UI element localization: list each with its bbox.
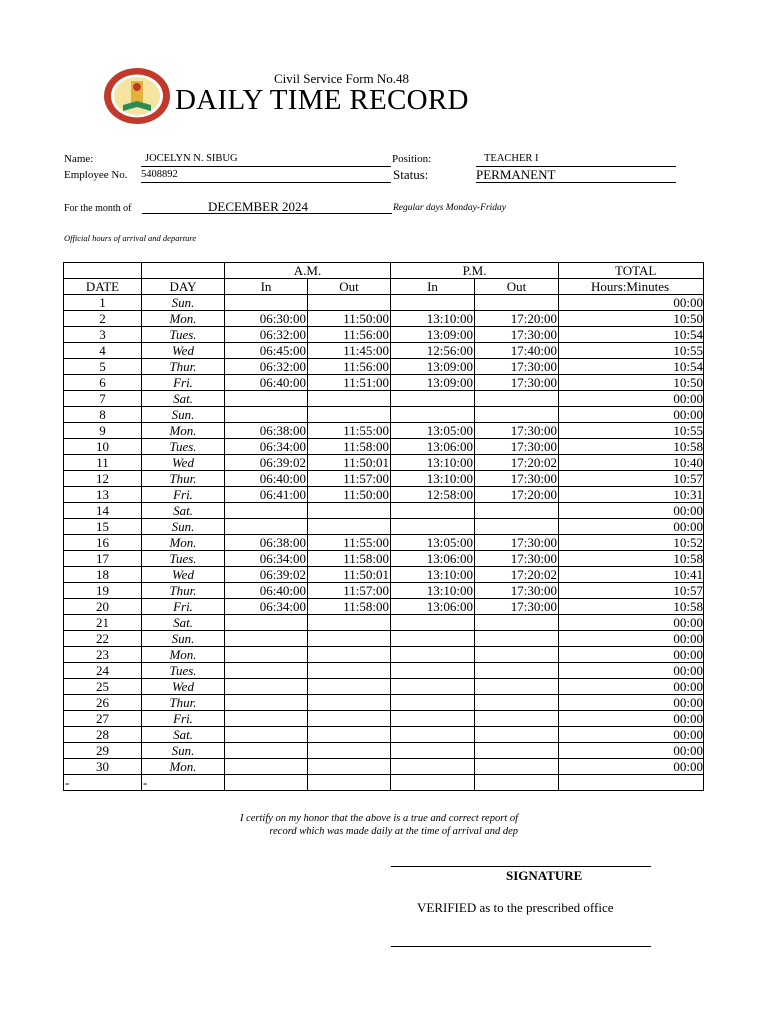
cell-pm-out: 17:30:00 — [475, 471, 559, 487]
month-label: For the month of — [64, 203, 132, 214]
cell-pm-out — [475, 711, 559, 727]
cell-date: 18 — [64, 567, 142, 583]
cell-day: Mon. — [142, 423, 225, 439]
cell-am-out: 11:55:00 — [308, 535, 391, 551]
cell-day: Sun. — [142, 407, 225, 423]
table-row — [64, 599, 704, 615]
cell-pm-out — [475, 615, 559, 631]
cell-pm-out — [475, 759, 559, 775]
cell-day: Thur. — [142, 695, 225, 711]
cell-date: 11 — [64, 455, 142, 471]
table-row — [64, 711, 704, 727]
cell-date: 25 — [64, 679, 142, 695]
cell-total: 10:55 — [559, 343, 704, 359]
cell-am-out — [308, 631, 391, 647]
regular-days-note: Regular days Monday-Friday — [393, 203, 506, 213]
cell-am-out — [308, 407, 391, 423]
cell-total: 10:58 — [559, 439, 704, 455]
cell-total: 10:50 — [559, 375, 704, 391]
form-number: Civil Service Form No.48 — [274, 71, 410, 86]
cell-pm-in: 13:09:00 — [391, 359, 475, 375]
cell-am-in: 06:34:00 — [225, 439, 308, 455]
cell-pm-in — [391, 647, 475, 663]
cell-pm-out: 17:20:00 — [475, 487, 559, 503]
cell-total: 00:00 — [559, 391, 704, 407]
cell-date: 21 — [64, 615, 142, 631]
table-column-header-row — [64, 279, 704, 295]
status-underline — [476, 182, 676, 183]
cell-pm-in — [391, 295, 475, 311]
verified-text: VERIFIED as to the prescribed office — [417, 900, 614, 915]
official-hours-note: Official hours of arrival and departure — [64, 233, 197, 243]
cell-am-in: 06:30:00 — [225, 311, 308, 327]
cell-day: Sun. — [142, 295, 225, 311]
cell-date: 30 — [64, 759, 142, 775]
table-row — [64, 359, 704, 375]
cell-am-out: 11:58:00 — [308, 439, 391, 455]
cell-am-in — [225, 519, 308, 535]
cell-pm-in: 13:05:00 — [391, 535, 475, 551]
cell-am-in — [225, 727, 308, 743]
cell-am-in: 06:38:00 — [225, 423, 308, 439]
cell-pm-in: 13:10:00 — [391, 567, 475, 583]
cell-am-in — [225, 775, 308, 791]
cell-pm-out: 17:30:00 — [475, 439, 559, 455]
cell-am-out — [308, 519, 391, 535]
cell-am-in — [225, 615, 308, 631]
cell-total: 00:00 — [559, 727, 704, 743]
header-am-out: Out — [308, 279, 391, 295]
cell-day: Sun. — [142, 743, 225, 759]
cell-total: 10:41 — [559, 567, 704, 583]
cell-day: Thur. — [142, 359, 225, 375]
table-row — [64, 311, 704, 327]
cell-pm-in: 13:10:00 — [391, 311, 475, 327]
cell-pm-in: 13:06:00 — [391, 439, 475, 455]
table-row — [64, 343, 704, 359]
header-blank — [142, 263, 225, 279]
cell-am-in — [225, 391, 308, 407]
cell-total: 00:00 — [559, 679, 704, 695]
cell-day: Tues. — [142, 551, 225, 567]
cell-am-out: 11:56:00 — [308, 359, 391, 375]
cell-day: Mon. — [142, 535, 225, 551]
school-seal-logo — [103, 67, 171, 125]
cell-pm-out: 17:30:00 — [475, 583, 559, 599]
table-row — [64, 615, 704, 631]
cell-pm-in: 13:05:00 — [391, 423, 475, 439]
cell-day: Sun. — [142, 519, 225, 535]
cell-day: Tues. — [142, 439, 225, 455]
cell-pm-in — [391, 407, 475, 423]
table-row — [64, 487, 704, 503]
cell-am-in: 06:40:00 — [225, 471, 308, 487]
table-row — [64, 423, 704, 439]
header-total: TOTAL — [559, 263, 704, 279]
cell-am-in — [225, 647, 308, 663]
time-record-table — [63, 262, 704, 791]
cell-date: 15 — [64, 519, 142, 535]
cell-pm-in — [391, 775, 475, 791]
cell-pm-out: 17:20:02 — [475, 567, 559, 583]
cell-date: 23 — [64, 647, 142, 663]
name-underline — [141, 166, 391, 167]
cell-pm-in: 13:06:00 — [391, 551, 475, 567]
cell-pm-in: 13:09:00 — [391, 375, 475, 391]
cell-am-out — [308, 775, 391, 791]
cell-total — [559, 775, 704, 791]
cell-day: Sat. — [142, 727, 225, 743]
cell-pm-in — [391, 679, 475, 695]
table-row — [64, 743, 704, 759]
cell-total: 00:00 — [559, 295, 704, 311]
cell-pm-in: 13:10:00 — [391, 455, 475, 471]
signature-line — [391, 866, 651, 867]
cell-pm-in — [391, 663, 475, 679]
cell-total: 10:55 — [559, 423, 704, 439]
cell-pm-out: 17:30:00 — [475, 423, 559, 439]
cell-pm-in: 13:09:00 — [391, 327, 475, 343]
cell-pm-out — [475, 679, 559, 695]
cell-day: Sat. — [142, 391, 225, 407]
cell-am-in: 06:40:00 — [225, 583, 308, 599]
cell-date: 19 — [64, 583, 142, 599]
table-row — [64, 583, 704, 599]
cell-total: 10:52 — [559, 535, 704, 551]
cell-pm-in — [391, 631, 475, 647]
cell-am-out — [308, 759, 391, 775]
cell-day: Wed — [142, 343, 225, 359]
cell-total: 10:31 — [559, 487, 704, 503]
cell-total: 00:00 — [559, 407, 704, 423]
cell-pm-out — [475, 743, 559, 759]
cell-day: Sat. — [142, 503, 225, 519]
cell-pm-out — [475, 519, 559, 535]
cell-am-in: 06:32:00 — [225, 327, 308, 343]
cell-am-out: 11:51:00 — [308, 375, 391, 391]
table-row — [64, 679, 704, 695]
cell-total: 00:00 — [559, 503, 704, 519]
cell-am-out: 11:55:00 — [308, 423, 391, 439]
cell-am-in — [225, 663, 308, 679]
cell-am-in: 06:39:02 — [225, 455, 308, 471]
status-value: PERMANENT — [476, 167, 556, 182]
header-blank — [64, 263, 142, 279]
cell-pm-out: 17:40:00 — [475, 343, 559, 359]
cell-pm-in — [391, 503, 475, 519]
cell-am-in: 06:40:00 — [225, 375, 308, 391]
table-row — [64, 663, 704, 679]
cell-pm-out — [475, 295, 559, 311]
cell-date: 17 — [64, 551, 142, 567]
table-row — [64, 327, 704, 343]
cell-total: 00:00 — [559, 519, 704, 535]
cell-day: Wed — [142, 679, 225, 695]
cell-pm-out — [475, 695, 559, 711]
table-row — [64, 727, 704, 743]
cell-total: 00:00 — [559, 711, 704, 727]
cell-am-out: 11:56:00 — [308, 327, 391, 343]
header-pm: P.M. — [391, 263, 559, 279]
cell-am-in — [225, 295, 308, 311]
cell-am-out: 11:57:00 — [308, 583, 391, 599]
cell-total: 10:40 — [559, 455, 704, 471]
table-row — [64, 295, 704, 311]
cell-pm-out: 17:20:00 — [475, 311, 559, 327]
cell-pm-in — [391, 615, 475, 631]
table-row — [64, 439, 704, 455]
cell-total: 00:00 — [559, 695, 704, 711]
cell-date: 3 — [64, 327, 142, 343]
cell-am-in — [225, 679, 308, 695]
position-label: Position: — [392, 153, 432, 165]
cell-pm-out — [475, 663, 559, 679]
cell-day: Mon. — [142, 311, 225, 327]
cell-pm-in — [391, 711, 475, 727]
table-row — [64, 759, 704, 775]
header-day: DAY — [142, 279, 225, 295]
cell-am-in — [225, 743, 308, 759]
certification-line-1: I certify on my honor that the above is a true and correct report of — [239, 813, 518, 824]
table-row — [64, 391, 704, 407]
cell-am-in: 06:38:00 — [225, 535, 308, 551]
name-value: JOCELYN N. SIBUG — [145, 153, 238, 164]
cell-total: 00:00 — [559, 743, 704, 759]
cell-pm-in — [391, 759, 475, 775]
cell-date: 16 — [64, 535, 142, 551]
cell-pm-in: 13:10:00 — [391, 583, 475, 599]
cell-pm-out: 17:30:00 — [475, 599, 559, 615]
cell-am-out: 11:58:00 — [308, 551, 391, 567]
cell-date: 27 — [64, 711, 142, 727]
table-row — [64, 647, 704, 663]
cell-am-in: 06:34:00 — [225, 551, 308, 567]
cell-day: Mon. — [142, 759, 225, 775]
cell-am-in — [225, 711, 308, 727]
month-underline — [142, 213, 392, 214]
cell-am-out: 11:50:00 — [308, 487, 391, 503]
status-label: Status: — [393, 167, 429, 182]
cell-date: 29 — [64, 743, 142, 759]
table-row — [64, 631, 704, 647]
cell-total: 10:54 — [559, 327, 704, 343]
cell-am-out — [308, 679, 391, 695]
cell-am-in: 06:39:02 — [225, 567, 308, 583]
cell-pm-out: 17:30:00 — [475, 375, 559, 391]
cell-day: Fri. — [142, 375, 225, 391]
certification-line-2: record which was made daily at the time of arrival and dep — [269, 826, 518, 837]
cell-day: Fri. — [142, 487, 225, 503]
cell-pm-out — [475, 391, 559, 407]
cell-day: Fri. — [142, 711, 225, 727]
cell-date: 24 — [64, 663, 142, 679]
employee-no-label: Employee No. — [64, 169, 128, 181]
table-row — [64, 535, 704, 551]
cell-date: 7 — [64, 391, 142, 407]
cell-day: Fri. — [142, 599, 225, 615]
cell-day: Sun. — [142, 631, 225, 647]
cell-pm-in: 13:10:00 — [391, 471, 475, 487]
cell-pm-out — [475, 407, 559, 423]
employee-no-value: 5408892 — [141, 169, 178, 180]
cell-date: 12 — [64, 471, 142, 487]
table-row — [64, 775, 704, 791]
cell-pm-out — [475, 775, 559, 791]
cell-total: 00:00 — [559, 759, 704, 775]
cell-pm-out: 17:20:02 — [475, 455, 559, 471]
verifier-signature-line — [391, 946, 651, 947]
cell-date: 1 — [64, 295, 142, 311]
cell-am-out — [308, 695, 391, 711]
cell-pm-in — [391, 391, 475, 407]
cell-am-out: 11:50:01 — [308, 455, 391, 471]
cell-am-out — [308, 743, 391, 759]
cell-date: 22 — [64, 631, 142, 647]
cell-am-in — [225, 407, 308, 423]
cell-day: Sat. — [142, 615, 225, 631]
cell-am-out — [308, 711, 391, 727]
name-label: Name: — [64, 153, 94, 165]
table-group-header-row — [64, 263, 704, 279]
cell-pm-out: 17:30:00 — [475, 327, 559, 343]
cell-pm-out — [475, 631, 559, 647]
position-value: TEACHER I — [484, 153, 539, 164]
cell-day: Thur. — [142, 583, 225, 599]
cell-day: - — [142, 775, 225, 791]
cell-total: 10:50 — [559, 311, 704, 327]
cell-am-out: 11:57:00 — [308, 471, 391, 487]
cell-day: Tues. — [142, 327, 225, 343]
cell-am-out — [308, 615, 391, 631]
table-row — [64, 407, 704, 423]
cell-am-out: 11:50:00 — [308, 311, 391, 327]
cell-date: 9 — [64, 423, 142, 439]
cell-am-out: 11:58:00 — [308, 599, 391, 615]
header-hours-minutes: Hours:Minutes — [559, 279, 704, 295]
cell-am-in — [225, 695, 308, 711]
cell-total: 10:57 — [559, 471, 704, 487]
header-am: A.M. — [225, 263, 391, 279]
cell-total: 00:00 — [559, 631, 704, 647]
cell-pm-out: 17:30:00 — [475, 535, 559, 551]
cell-day: Wed — [142, 455, 225, 471]
cell-date: 26 — [64, 695, 142, 711]
header-pm-out: Out — [475, 279, 559, 295]
cell-date: 4 — [64, 343, 142, 359]
cell-am-out: 11:45:00 — [308, 343, 391, 359]
cell-pm-out — [475, 503, 559, 519]
cell-pm-in — [391, 695, 475, 711]
cell-pm-in — [391, 519, 475, 535]
header-date: DATE — [64, 279, 142, 295]
cell-date: - — [64, 775, 142, 791]
table-row — [64, 455, 704, 471]
cell-am-out — [308, 663, 391, 679]
cell-day: Thur. — [142, 471, 225, 487]
cell-total: 10:54 — [559, 359, 704, 375]
cell-am-in — [225, 631, 308, 647]
signature-label: SIGNATURE — [506, 868, 583, 883]
cell-am-in: 06:45:00 — [225, 343, 308, 359]
cell-am-out — [308, 727, 391, 743]
cell-date: 6 — [64, 375, 142, 391]
cell-am-in: 06:32:00 — [225, 359, 308, 375]
cell-am-out — [308, 503, 391, 519]
cell-am-out — [308, 391, 391, 407]
table-row — [64, 471, 704, 487]
table-row — [64, 695, 704, 711]
cell-date: 8 — [64, 407, 142, 423]
cell-date: 2 — [64, 311, 142, 327]
cell-am-out: 11:50:01 — [308, 567, 391, 583]
cell-pm-out — [475, 647, 559, 663]
cell-pm-out: 17:30:00 — [475, 551, 559, 567]
cell-pm-in: 12:58:00 — [391, 487, 475, 503]
table-row — [64, 551, 704, 567]
cell-date: 14 — [64, 503, 142, 519]
header-pm-in: In — [391, 279, 475, 295]
table-row — [64, 375, 704, 391]
cell-am-out — [308, 295, 391, 311]
cell-day: Mon. — [142, 647, 225, 663]
cell-am-in: 06:41:00 — [225, 487, 308, 503]
cell-am-out — [308, 647, 391, 663]
cell-total: 10:58 — [559, 551, 704, 567]
cell-total: 00:00 — [559, 647, 704, 663]
cell-total: 00:00 — [559, 663, 704, 679]
cell-am-in: 06:34:00 — [225, 599, 308, 615]
cell-date: 5 — [64, 359, 142, 375]
header-am-in: In — [225, 279, 308, 295]
cell-date: 20 — [64, 599, 142, 615]
employee-no-underline — [141, 182, 391, 183]
certification-text — [98, 812, 518, 838]
table-row — [64, 519, 704, 535]
cell-pm-in — [391, 727, 475, 743]
cell-am-in — [225, 503, 308, 519]
cell-day: Wed — [142, 567, 225, 583]
cell-total: 10:58 — [559, 599, 704, 615]
page-title: DAILY TIME RECORD — [175, 84, 469, 116]
table-row — [64, 503, 704, 519]
cell-total: 10:57 — [559, 583, 704, 599]
cell-date: 28 — [64, 727, 142, 743]
cell-am-in — [225, 759, 308, 775]
cell-date: 10 — [64, 439, 142, 455]
month-value: DECEMBER 2024 — [208, 199, 309, 214]
cell-pm-in: 12:56:00 — [391, 343, 475, 359]
cell-pm-out: 17:30:00 — [475, 359, 559, 375]
table-row — [64, 567, 704, 583]
cell-pm-in — [391, 743, 475, 759]
cell-day: Tues. — [142, 663, 225, 679]
cell-pm-in: 13:06:00 — [391, 599, 475, 615]
cell-pm-out — [475, 727, 559, 743]
cell-date: 13 — [64, 487, 142, 503]
cell-total: 00:00 — [559, 615, 704, 631]
